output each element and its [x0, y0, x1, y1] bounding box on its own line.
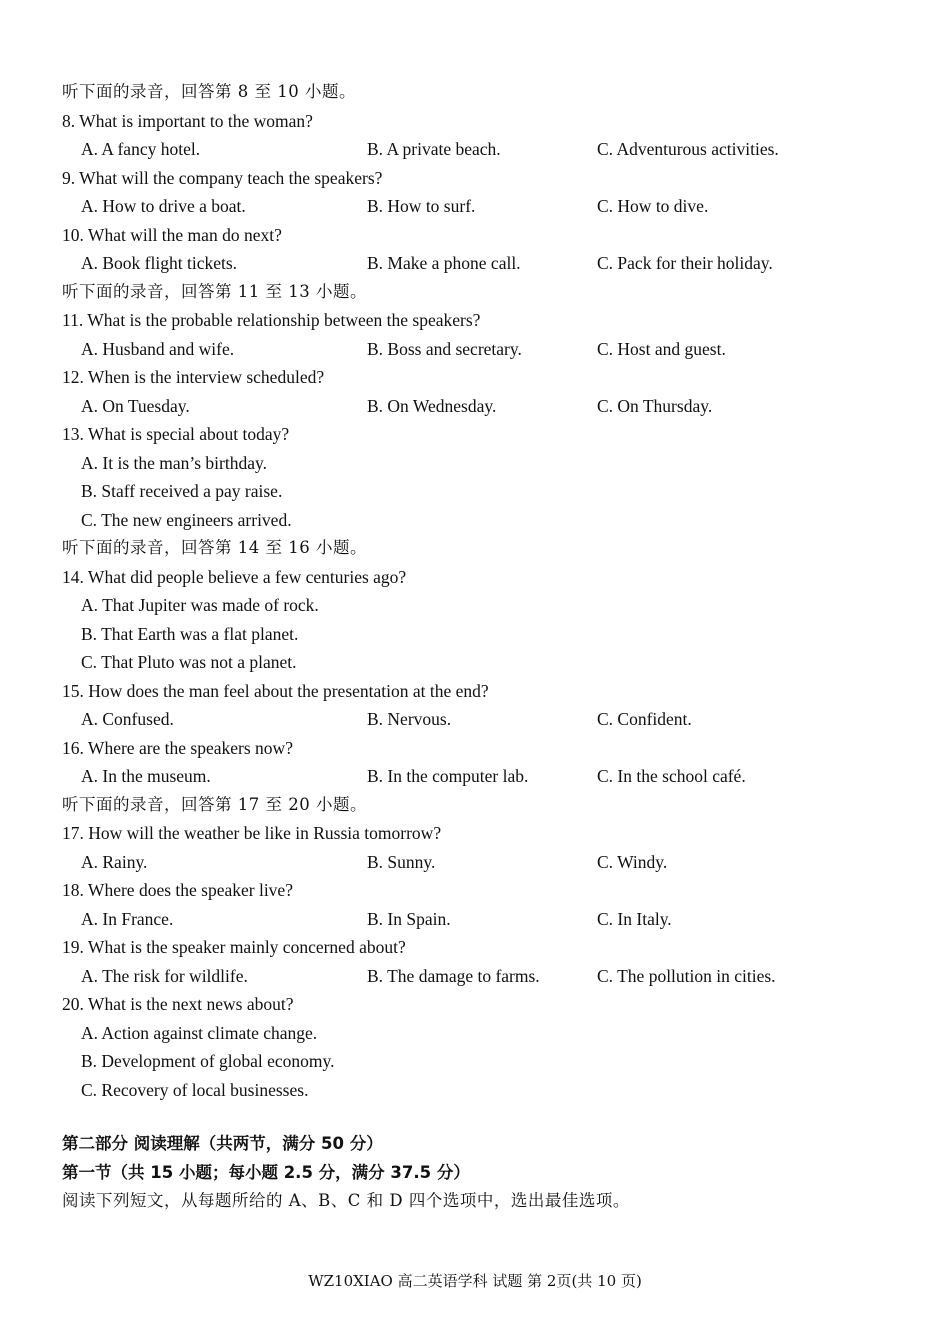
option-c: C. Confident.: [597, 709, 692, 729]
option-row: [62, 192, 892, 221]
question-stem: 10. What will the man do next?: [62, 224, 282, 245]
question-stem: 15. How does the man feel about the presentation at the end?: [62, 680, 489, 701]
reading-instruction: 阅读下列短文，从每题所给的 A、B、C 和 D 四个选项中，选出最佳选项。: [62, 1191, 630, 1210]
option-b: B. The damage to farms.: [367, 965, 540, 986]
option-b: B. In Spain.: [367, 908, 451, 929]
question-stem: 14. What did people believe a few centuries ago?: [62, 566, 407, 587]
option-a: A. That Jupiter was made of rock.: [81, 595, 319, 615]
option-a: A. Confused.: [81, 709, 174, 729]
option-b: B. Nervous.: [367, 709, 452, 729]
section-instruction: 听下面的录音，回答第 11 至 13 小题。: [62, 281, 367, 301]
option-row: [62, 705, 892, 734]
option-c: C. How to dive.: [597, 196, 709, 216]
section-title: 第一节（共 15 小题；每小题 2.5 分，满分 37.5 分）: [62, 1162, 470, 1182]
section-instruction: 听下面的录音，回答第 8 至 10 小题。: [62, 82, 356, 101]
option-a: A. On Tuesday.: [81, 395, 190, 416]
option-row: [62, 591, 892, 620]
option-row: [62, 506, 892, 535]
option-c: C. On Thursday.: [597, 395, 713, 416]
option-b: B. How to surf.: [367, 196, 476, 216]
question-stem: 11. What is the probable relationship between the speakers?: [62, 310, 481, 330]
section-instruction: 听下面的录音，回答第 14 至 16 小题。: [62, 538, 367, 557]
option-a: A. Rainy.: [81, 851, 148, 872]
question-stem: 19. What is the speaker mainly concerned about?: [62, 937, 406, 957]
option-b: B. That Earth was a flat planet.: [81, 623, 299, 644]
option-row: [62, 848, 892, 877]
section-instruction: 听下面的录音，回答第 17 至 20 小题。: [62, 794, 367, 814]
option-a: A. A fancy hotel.: [81, 139, 201, 159]
spacer: [62, 1104, 892, 1130]
option-c: C. Adventurous activities.: [597, 139, 779, 159]
option-b: B. Make a phone call.: [367, 253, 521, 273]
option-row: [62, 449, 892, 478]
option-b: B. Sunny.: [367, 851, 436, 872]
option-row: [62, 249, 892, 278]
option-c: C. Host and guest.: [597, 338, 726, 359]
option-c: C. The pollution in cities.: [597, 965, 776, 986]
option-b: B. Boss and secretary.: [367, 338, 522, 359]
option-c: C. Pack for their holiday.: [597, 253, 773, 273]
option-b: B. A private beach.: [367, 139, 501, 159]
option-row: [62, 620, 892, 649]
option-b: B. On Wednesday.: [367, 395, 497, 416]
option-b: B. In the computer lab.: [367, 766, 529, 786]
option-row: [62, 1047, 892, 1076]
option-a: A. Action against climate change.: [81, 1022, 318, 1043]
option-row: [62, 962, 892, 991]
question-stem: 17. How will the weather be like in Russia tomorrow?: [62, 823, 442, 843]
option-row: [62, 1076, 892, 1105]
option-c: C. Windy.: [597, 851, 668, 872]
question-stem: 8. What is important to the woman?: [62, 110, 313, 131]
question-stem: 18. Where does the speaker live?: [62, 880, 293, 900]
option-row: [62, 477, 892, 506]
option-a: A. Husband and wife.: [81, 338, 235, 359]
option-c: C. The new engineers arrived.: [81, 509, 292, 530]
option-c: C. In Italy.: [597, 908, 672, 929]
question-stem: 20. What is the next news about?: [62, 994, 294, 1014]
question-stem: 16. Where are the speakers now?: [62, 737, 293, 758]
page-footer: WZ10XIAO 高二英语学科 试题 第 2页(共 10 页): [308, 1272, 642, 1290]
page-content: [62, 78, 892, 1216]
option-a: A. It is the man’s birthday.: [81, 452, 267, 473]
option-a: A. The risk for wildlife.: [81, 965, 248, 986]
option-a: A. Book flight tickets.: [81, 253, 238, 273]
question-stem: 9. What will the company teach the speakers?: [62, 167, 383, 188]
question-stem: 13. What is special about today?: [62, 424, 290, 444]
part-title: 第二部分 阅读理解（共两节，满分 50 分）: [62, 1134, 383, 1153]
option-c: C. In the school café.: [597, 766, 746, 786]
option-b: B. Staff received a pay raise.: [81, 481, 283, 501]
option-row: [62, 905, 892, 934]
option-row: [62, 335, 892, 364]
option-a: A. In the museum.: [81, 766, 211, 786]
option-row: [62, 1019, 892, 1048]
option-row: [62, 135, 892, 164]
option-row: [62, 762, 892, 791]
option-c: C. That Pluto was not a planet.: [81, 652, 297, 672]
option-a: A. In France.: [81, 908, 174, 929]
option-c: C. Recovery of local businesses.: [81, 1079, 309, 1100]
question-stem: 12. When is the interview scheduled?: [62, 367, 325, 387]
option-b: B. Development of global economy.: [81, 1051, 335, 1071]
option-a: A. How to drive a boat.: [81, 196, 246, 216]
option-row: [62, 648, 892, 677]
option-row: [62, 392, 892, 421]
